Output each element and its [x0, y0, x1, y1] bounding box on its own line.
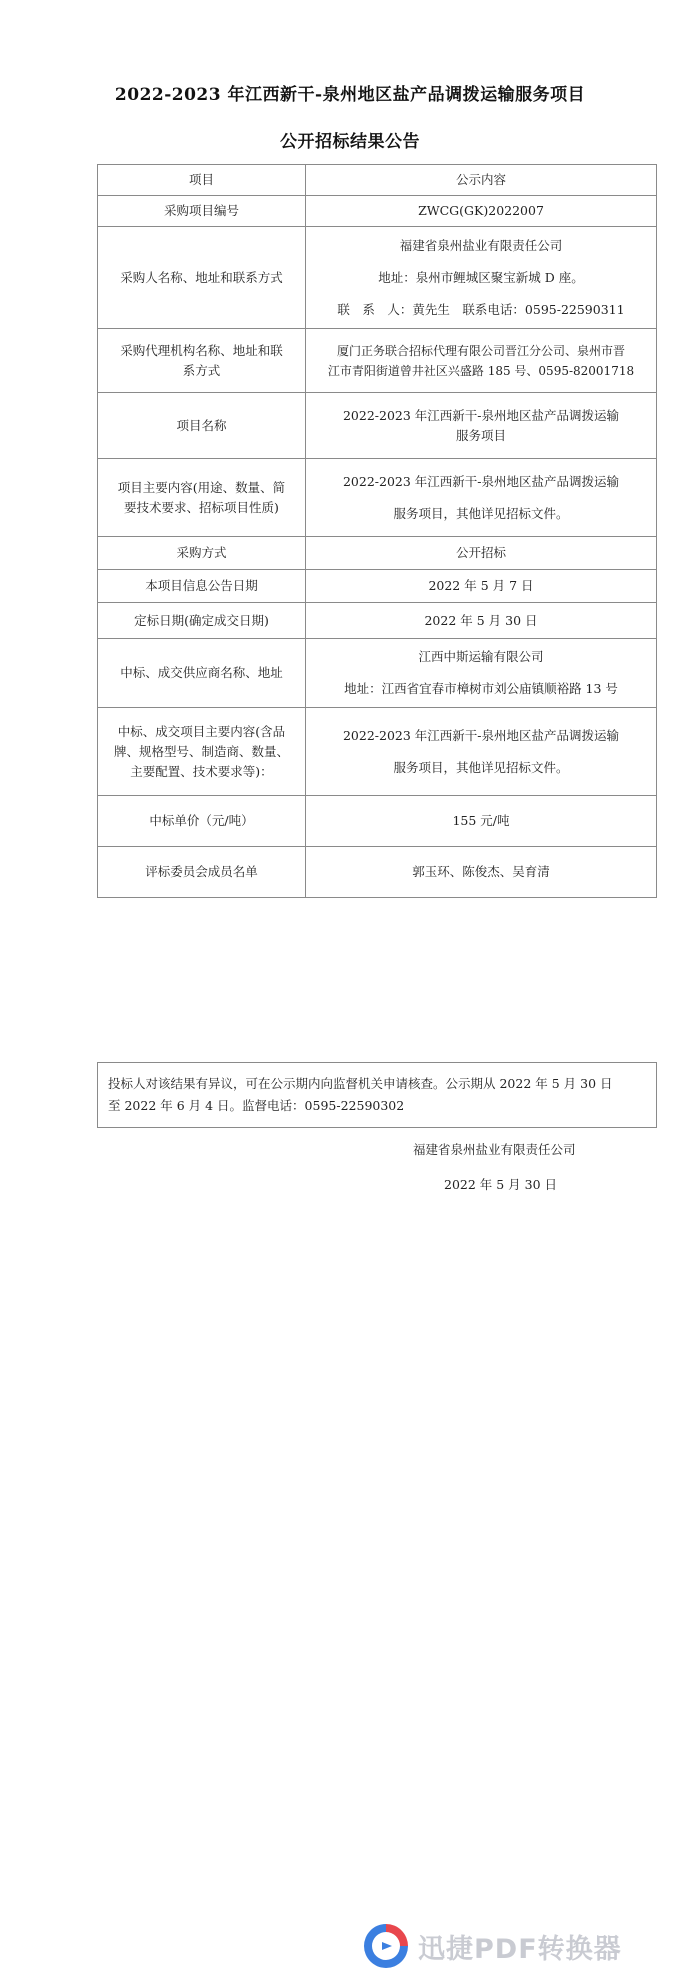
table-row-project-name: [98, 393, 657, 459]
header-label-cell: 项目: [98, 165, 306, 196]
row-value-line: ZWCG(GK)2022007: [418, 203, 544, 218]
row-value-line: 155 元/吨: [452, 813, 510, 828]
row-value-line: 2022 年 5 月 30 日: [424, 612, 538, 628]
row-label: [98, 603, 306, 639]
row-value-line: 2022 年 5 月 7 日: [428, 578, 534, 593]
row-value-line: 公开招标: [455, 545, 506, 560]
header-value-cell: 公示内容: [306, 165, 657, 196]
row-label: [98, 196, 306, 227]
watermark: [360, 1918, 622, 1974]
objection-notice: [97, 1062, 657, 1128]
row-label-line: 项目名称: [176, 417, 227, 433]
row-label: [98, 847, 306, 898]
row-value: [306, 329, 657, 393]
row-value-line: 地址：江西省宜春市樟树市刘公庙镇顺裕路 13 号: [344, 681, 618, 696]
row-value-line: 2022-2023 年江西新干-泉州地区盐产品调拨运输: [342, 407, 620, 423]
row-label: [98, 537, 306, 570]
table-row-project-number: [98, 196, 657, 227]
table-row-supplier: [98, 639, 657, 708]
table-row-agency: [98, 329, 657, 393]
row-value: [306, 708, 657, 796]
row-label-line: 要技术要求、招标项目性质): [124, 499, 279, 515]
row-value-line: 服务项目: [455, 427, 506, 443]
row-label-line: 中标、成交项目主要内容(含品: [117, 723, 286, 739]
row-value: [306, 570, 657, 603]
row-value-line: 厦门正务联合招标代理有限公司晋江分公司、泉州市晋: [336, 343, 625, 358]
table-row-project-content: [98, 459, 657, 537]
table-row-announcement-date: [98, 570, 657, 603]
row-value-line: 2022-2023 年江西新干-泉州地区盐产品调拨运输: [342, 727, 620, 743]
row-label: [98, 796, 306, 847]
row-value: [306, 227, 657, 329]
row-label: [98, 570, 306, 603]
watermark-text: 迅捷PDF转换器: [418, 1933, 622, 1965]
row-label: [98, 708, 306, 796]
result-table: [97, 164, 657, 898]
row-value: [306, 639, 657, 708]
row-value-line: 郭玉环、陈俊杰、吴育清: [412, 864, 550, 879]
row-value: [306, 537, 657, 570]
row-value-line: 福建省泉州盐业有限责任公司: [399, 237, 563, 253]
notice-line: 至 2022 年 6 月 4 日。监督电话：0595-22590302: [108, 1098, 405, 1113]
notice-line: 投标人对该结果有异议，可在公示期内向监督机关申请核查。公示期从 2022 年 5 月 30 日: [108, 1076, 613, 1091]
row-value-line: 江西中斯运输有限公司: [418, 649, 544, 664]
row-value: [306, 393, 657, 459]
table-row-procurement-method: [98, 537, 657, 570]
row-label-line: 主要配置、技术要求等)：: [130, 763, 273, 779]
row-value: [306, 796, 657, 847]
document-subtitle: 公开招标结果公告: [280, 132, 420, 152]
table-row-unit-price: [98, 796, 657, 847]
row-value-line: 江市青阳街道曾井社区兴盛路 185 号、0595-82001718: [327, 363, 635, 378]
row-label-line: 中标、成交供应商名称、地址: [120, 665, 283, 680]
row-label-line: 牌、规格型号、制造商、数量、: [113, 743, 289, 759]
row-value: [306, 847, 657, 898]
row-label-line: 本项目信息公告日期: [145, 578, 258, 593]
row-value-line: 联 系 人：黄先生 联系电话：0595-22590311: [337, 301, 625, 317]
issuer-name: 福建省泉州盐业有限责任公司: [413, 1142, 576, 1157]
row-value-line: 服务项目，其他详见招标文件。: [393, 759, 569, 775]
table-row-award-date: [98, 603, 657, 639]
row-label: [98, 329, 306, 393]
row-value-line: 地址：泉州市鲤城区聚宝新城 D 座。: [378, 269, 584, 285]
row-label: [98, 639, 306, 708]
table-row-purchaser: [98, 227, 657, 329]
row-value: [306, 603, 657, 639]
table-row-award-content: [98, 708, 657, 796]
pdf-converter-logo-icon: [360, 1920, 412, 1972]
row-value-line: 服务项目，其他详见招标文件。: [393, 505, 569, 521]
row-label: [98, 393, 306, 459]
document-title: 2022-2023 年江西新干-泉州地区盐产品调拨运输服务项目: [114, 85, 586, 105]
row-label-line: 系方式: [182, 362, 221, 378]
row-label-line: 定标日期(确定成交日期): [134, 612, 269, 628]
table-header-row: [98, 165, 657, 196]
row-value-line: 2022-2023 年江西新干-泉州地区盐产品调拨运输: [342, 473, 620, 489]
row-label: [98, 227, 306, 329]
row-label-line: 采购代理机构名称、地址和联: [120, 342, 283, 358]
row-label-line: 采购方式: [176, 545, 227, 560]
table-row-committee: [98, 847, 657, 898]
row-label: [98, 459, 306, 537]
row-label-line: 项目主要内容(用途、数量、简: [117, 479, 286, 495]
row-label-line: 评标委员会成员名单: [145, 864, 258, 879]
issue-date: 2022 年 5 月 30 日: [444, 1177, 558, 1192]
row-label-line: 采购项目编号: [163, 203, 239, 218]
row-label-line: 中标单价（元/吨）: [149, 813, 254, 828]
row-value: [306, 196, 657, 227]
row-value: [306, 459, 657, 537]
row-label-line: 采购人名称、地址和联系方式: [120, 269, 283, 285]
